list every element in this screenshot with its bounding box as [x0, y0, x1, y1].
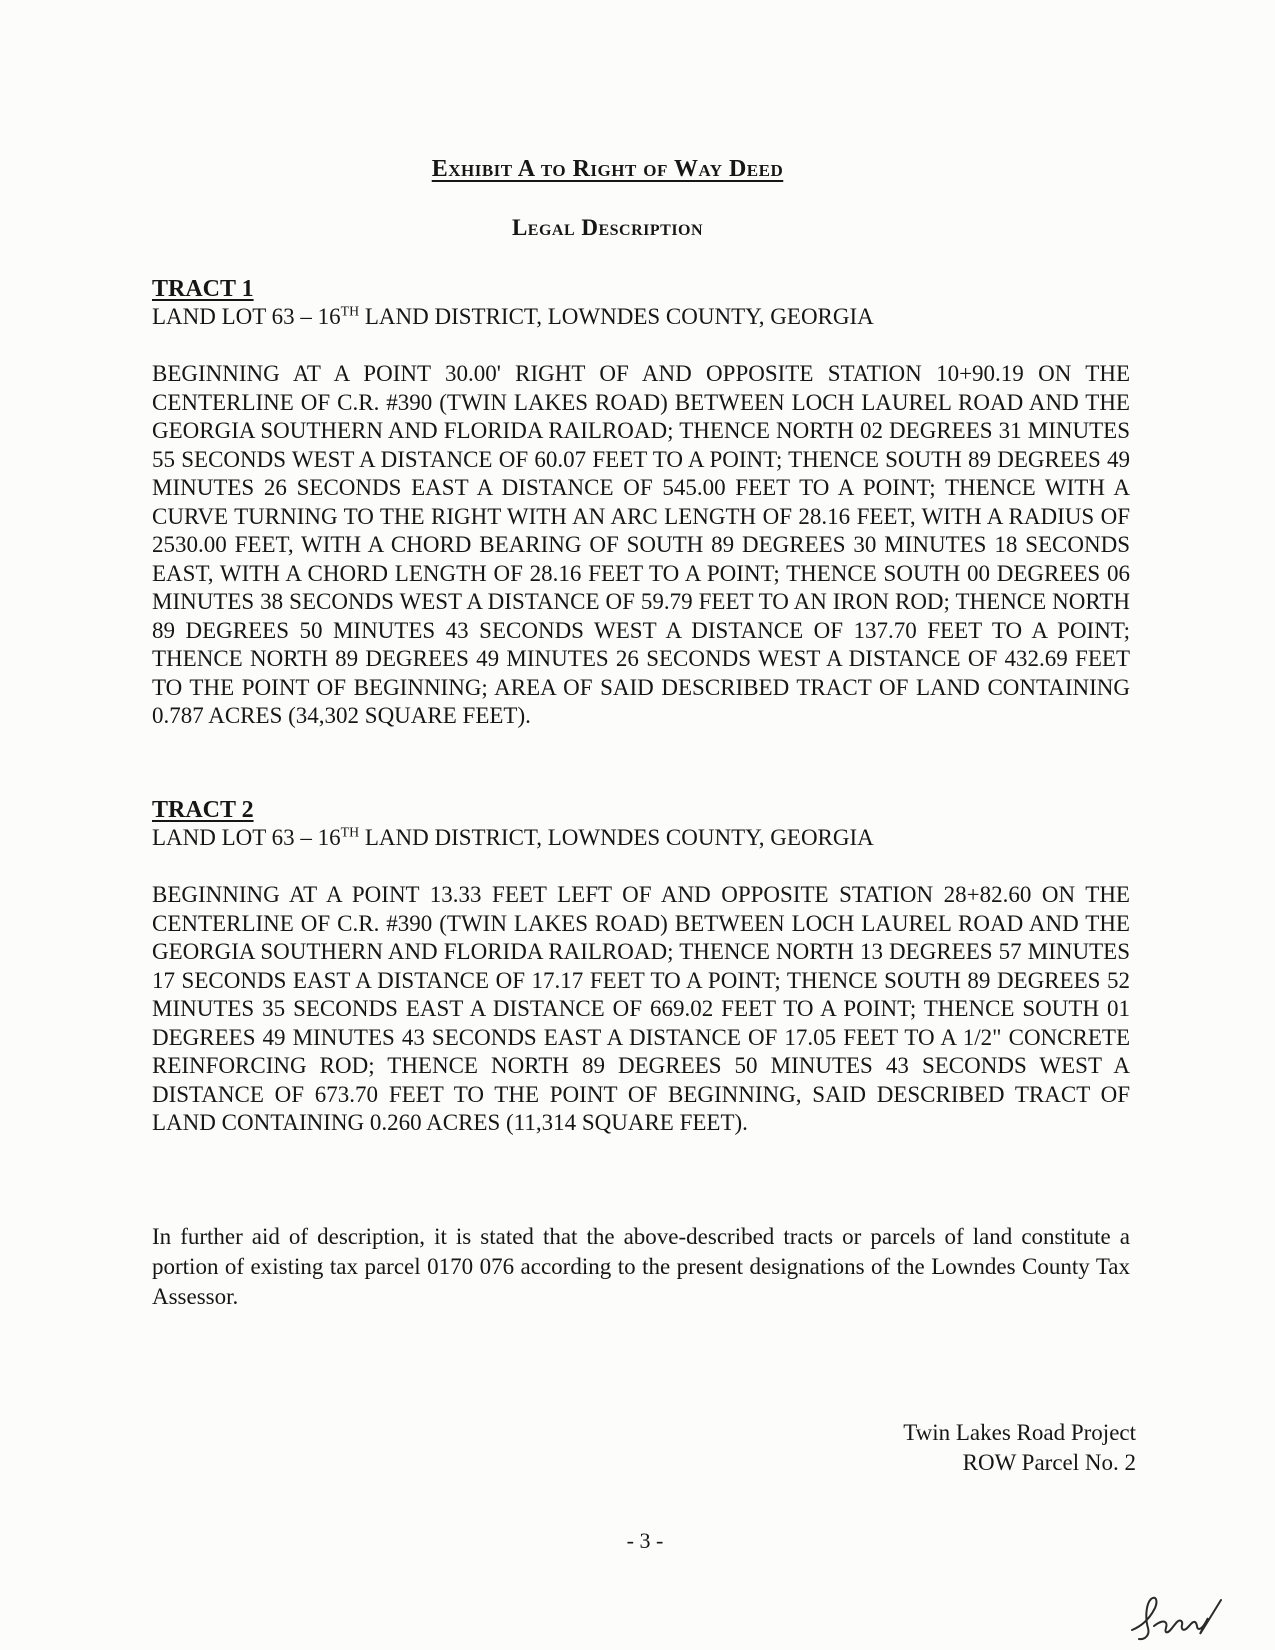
- page-number: - 3 -: [626, 1528, 664, 1553]
- tract-2-description: BEGINNING AT A POINT 13.33 FEET LEFT OF AND OPPOSITE STATION 28+82.60 ON THE CENTERLINE OF C.R. #390 (TWIN LAKES ROAD) BETWEEN LOCH LAUREL ROAD AND THE GEORGIA SOUTHERN AND FLORIDA RAILROAD; THENCE NORTH 13 DEGREES 57 MINUTES 17 SECONDS EAST A DISTANCE OF 17.17 FEET TO A POINT; THENCE SOUTH 89 DEGREES 52 MINUTES 35 SECONDS EAST A DISTANCE OF 669.02 FEET TO A POINT; THENCE SOUTH 01 DEGREES 49 MINUTES 43 SECONDS EAST A DISTANCE OF 17.05 FEET TO A 1/2" CONCRETE REINFORCING ROD; THENCE NORTH 89 DEGREES 50 MINUTES 43 SECONDS WEST A DISTANCE OF 673.70 FEET TO THE POINT OF BEGINNING, SAID DESCRIBED TRACT OF LAND CONTAINING 0.260 ACRES (11,314 SQUARE FEET).: [152, 882, 1130, 1135]
- footer-parcel-line: ROW Parcel No. 2: [962, 1450, 1136, 1475]
- tract-1-land-lot-prefix: LAND LOT 63 – 16: [152, 304, 341, 329]
- tract-1-land-lot-ordinal: TH: [340, 303, 360, 319]
- tract-2-land-lot-ordinal: TH: [340, 824, 360, 840]
- footer-project-block: [152, 1418, 1136, 1478]
- tract-1-heading: TRACT 1: [152, 276, 254, 302]
- document-title: Exhibit A to Right of Way Deed: [431, 156, 784, 182]
- tract-1-description: BEGINNING AT A POINT 30.00' RIGHT OF AND OPPOSITE STATION 10+90.19 ON THE CENTERLINE OF C.R. #390 (TWIN LAKES ROAD) BETWEEN LOCH LAUREL ROAD AND THE GEORGIA SOUTHERN AND FLORIDA RAILROAD; THENCE NORTH 02 DEGREES 31 MINUTES 55 SECONDS WEST A DISTANCE OF 60.07 FEET TO A POINT; THENCE SOUTH 89 DEGREES 49 MINUTES 26 SECONDS EAST A DISTANCE OF 545.00 FEET TO A POINT; THENCE WITH A CURVE TURNING TO THE RIGHT WITH AN ARC LENGTH OF 28.16 FEET, WITH A RADIUS OF 2530.00 FEET, WITH A CHORD BEARING OF SOUTH 89 DEGREES 30 MINUTES 18 SECONDS EAST, WITH A CHORD LENGTH OF 28.16 FEET TO A POINT; THENCE SOUTH 00 DEGREES 06 MINUTES 38 SECONDS WEST A DISTANCE OF 59.79 FEET TO AN IRON ROD; THENCE NORTH 89 DEGREES 50 MINUTES 43 SECONDS WEST A DISTANCE OF 137.70 FEET TO A POINT; THENCE NORTH 89 DEGREES 49 MINUTES 26 SECONDS WEST A DISTANCE OF 432.69 FEET TO THE POINT OF BEGINNING; AREA OF SAID DESCRIBED TRACT OF LAND CONTAINING 0.787 ACRES (34,302 SQUARE FEET).: [152, 361, 1130, 728]
- handwritten-initials-icon: [1128, 1588, 1228, 1643]
- tract-2-land-lot-rest: LAND DISTRICT, LOWNDES COUNTY, GEORGIA: [359, 825, 874, 850]
- footer-project-line: Twin Lakes Road Project: [903, 1420, 1136, 1445]
- tract-1-land-lot-line: [152, 304, 1130, 330]
- tract-1-land-lot-rest: LAND DISTRICT, LOWNDES COUNTY, GEORGIA: [359, 304, 874, 329]
- tract-2-land-lot-prefix: LAND LOT 63 – 16: [152, 825, 341, 850]
- tax-parcel-statement: In further aid of description, it is stated that the above-described tracts or parcels of land constitute a portion of existing tax parcel 0170 076 according to the present designations of the Lowndes County Tax Assessor.: [152, 1224, 1130, 1309]
- legal-description-heading: Legal Description: [511, 215, 704, 240]
- tract-2-heading: TRACT 2: [152, 797, 254, 823]
- tract-2-land-lot-line: [152, 825, 1130, 851]
